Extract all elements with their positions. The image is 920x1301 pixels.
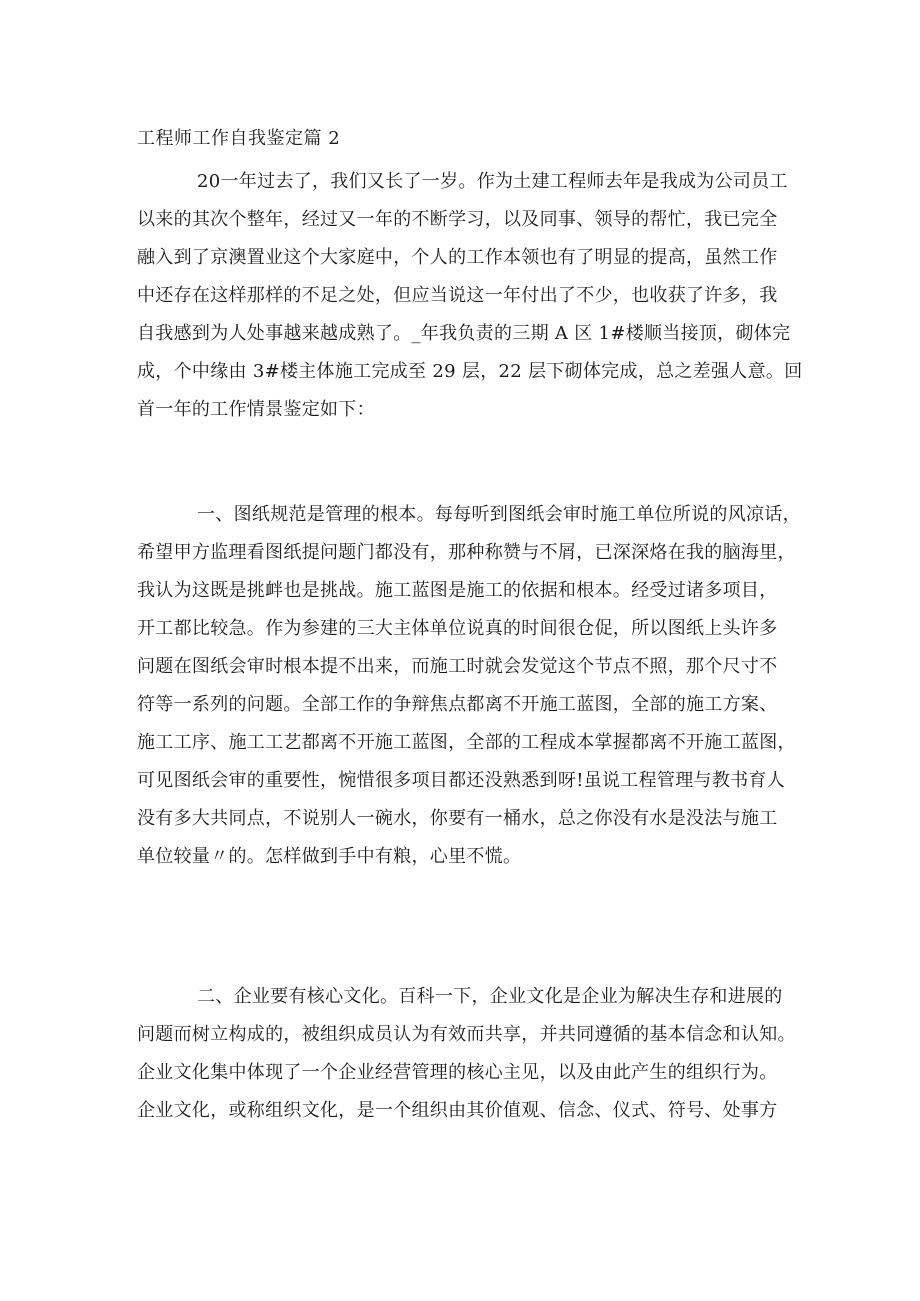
text-line: 问题在图纸会审时根本提不出来，而施工时就会发觉这个节点不照，那个尺寸不 xyxy=(137,656,778,677)
text-line: 首一年的工作情景鉴定如下： xyxy=(137,399,375,420)
text-line: 自我感到为人处事越来越成熟了。_年我负责的三期 A 区 1#楼顺当接顶，砌体完 xyxy=(137,323,791,344)
paragraph-culture xyxy=(137,978,797,1130)
paragraph-drawings xyxy=(137,496,801,876)
text-line: 符等一系列的问题。全部工作的争辩焦点都离不开施工蓝图，全部的施工方案、 xyxy=(137,694,778,715)
text-line: 中还存在这样那样的不足之处，但应当说这一年付出了不少，也收获了许多，我 xyxy=(137,285,778,306)
text-line: 企业文化，或称组织文化，是一个组织由其价值观、信念、仪式、符号、处事方 xyxy=(137,1100,778,1121)
text-line: 开工都比较急。作为参建的三大主体单位说真的时间很仓促，所以图纸上头许多 xyxy=(137,618,778,639)
text-line: 以来的其次个整年，经过又一年的不断学习，以及同事、领导的帮忙，我已完全 xyxy=(137,209,778,230)
text-line: 融入到了京澳置业这个大家庭中，个人的工作本领也有了明显的提高，虽然工作 xyxy=(137,247,778,268)
text-line: 一、图纸规范是管理的根本。每每听到图纸会审时施工单位所说的风凉话， xyxy=(197,504,801,525)
document-title: 工程师工作自我鉴定篇 2 xyxy=(137,128,341,149)
text-line: 企业文化集中体现了一个企业经营管理的核心主见，以及由此产生的组织行为。 xyxy=(137,1062,778,1083)
text-line: 可见图纸会审的重要性，惋惜很多项目都还没熟悉到呀!虽说工程管理与教书育人 xyxy=(137,770,786,791)
text-line: 二、企业要有核心文化。百科一下，企业文化是企业为解决生存和进展的 xyxy=(197,986,783,1007)
text-line: 成，个中缘由 3#楼主体施工完成至 29 层，22 层下砌体完成，总之差强人意。回 xyxy=(137,361,803,382)
text-line: 20一年过去了，我们又长了一岁。作为土建工程师去年是我成为公司员工 xyxy=(197,171,788,192)
text-line: 我认为这既是挑衅也是挑战。施工蓝图是施工的依据和根本。经受过诸多项目， xyxy=(137,580,778,601)
text-line: 希望甲方监理看图纸提问题门都没有，那种称赞与不屑，已深深烙在我的脑海里， xyxy=(137,542,796,563)
text-line: 没有多大共同点，不说别人一碗水，你要有一桶水，总之你没有水是没法与施工 xyxy=(137,808,778,829)
paragraph-intro xyxy=(137,163,803,429)
text-line: 单位较量〃的。怎样做到手中有粮，心里不慌。 xyxy=(137,846,522,867)
text-line: 问题而树立构成的，被组织成员认为有效而共享，并共同遵循的基本信念和认知。 xyxy=(137,1024,796,1045)
text-line: 施工工序、施工工艺都离不开施工蓝图，全部的工程成本掌握都离不开施工蓝图， xyxy=(137,732,796,753)
